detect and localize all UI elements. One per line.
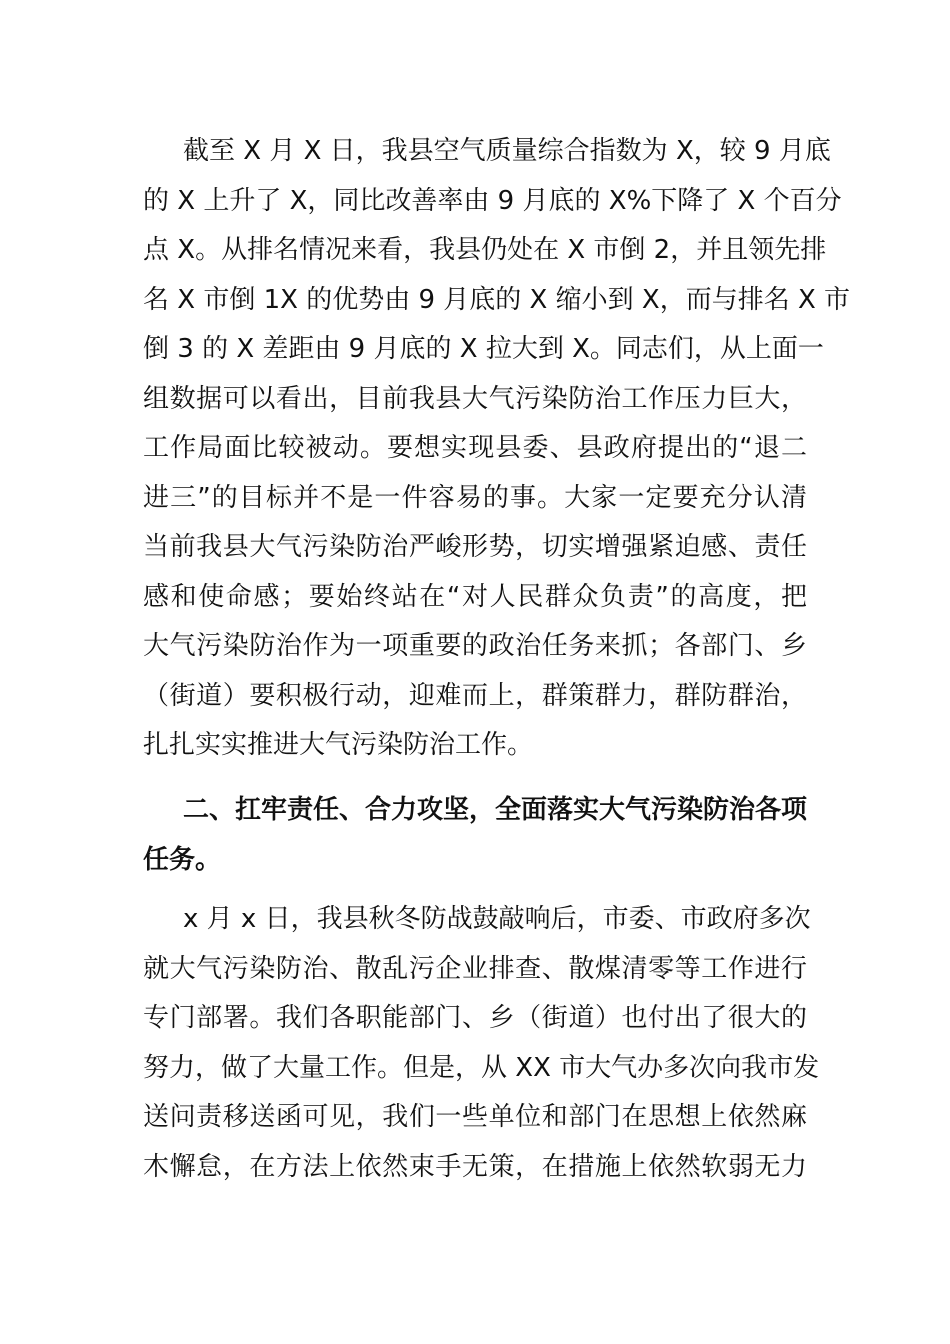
paragraph-line: 组数据可以看出，目前我县大气污染防治工作压力巨大，	[143, 383, 807, 414]
paragraph-line: 名 X 市倒 1X 的优势由 9 月底的 X 缩小到 X，而与排名 X 市	[143, 284, 851, 315]
paragraph-line: 的 X 上升了 X，同比改善率由 9 月底的 X%下降了 X 个百分	[143, 185, 842, 216]
heading-line: 二、扛牢责任、合力攻坚，全面落实大气污染防治各项	[183, 795, 808, 825]
paragraph-line: 当前我县大气污染防治严峻形势，切实增强紧迫感、责任	[143, 532, 807, 562]
paragraph-line: 扎扎实实推进大气污染防治工作。	[143, 730, 534, 760]
paragraph-line: 就大气污染防治、散乱污企业排查、散煤清零等工作进行	[143, 953, 807, 984]
section-heading-2	[143, 786, 807, 885]
paragraph-campaign-deployment	[143, 895, 820, 1192]
paragraph-line: x 月 x 日，我县秋冬防战鼓敲响后，市委、市政府多次	[183, 904, 811, 934]
paragraph-air-quality-status	[143, 127, 851, 771]
paragraph-line: 送问责移送函可见，我们一些单位和部门在思想上依然麻	[143, 1102, 807, 1132]
paragraph-line: 大气污染防治作为一项重要的政治任务来抓；各部门、乡	[143, 631, 807, 661]
paragraph-line: 专门部署。我们各职能部门、乡（街道）也付出了很大的	[143, 1003, 807, 1033]
paragraph-line: （街道）要积极行动，迎难而上，群策群力，群防群治，	[143, 680, 807, 711]
paragraph-line: 点 X。从排名情况来看，我县仍处在 X 市倒 2，并且领先排	[143, 235, 827, 265]
paragraph-line: 工作局面比较被动。要想实现县委、县政府提出的“退二	[143, 433, 807, 463]
paragraph-line: 截至 X 月 X 日，我县空气质量综合指数为 X，较 9 月底	[183, 136, 831, 166]
paragraph-line: 感和使命感；要始终站在“对人民群众负责”的高度，把	[143, 581, 807, 612]
paragraph-line: 木懈怠，在方法上依然束手无策，在措施上依然软弱无力	[143, 1151, 807, 1182]
paragraph-line: 努力，做了大量工作。但是，从 XX 市大气办多次向我市发	[143, 1052, 820, 1083]
heading-line: 任务。	[143, 844, 222, 875]
paragraph-line: 倒 3 的 X 差距由 9 月底的 X 拉大到 X。同志们，从上面一	[143, 334, 824, 364]
paragraph-line: 进三”的目标并不是一件容易的事。大家一定要充分认清	[143, 482, 807, 513]
